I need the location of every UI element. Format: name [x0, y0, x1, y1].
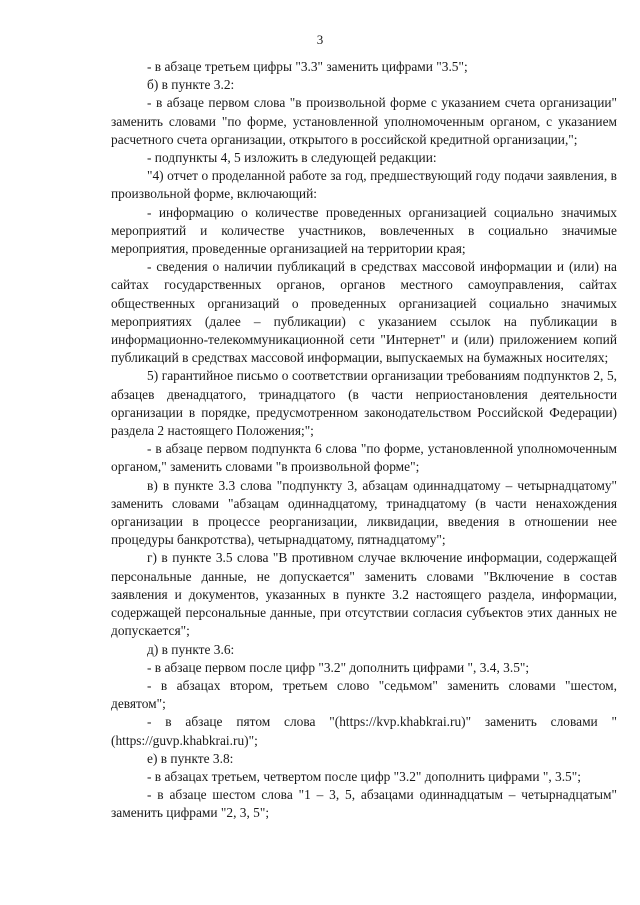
paragraph: - в абзацах третьем, четвертом после цифр "3.2" дополнить цифрами ", 3.5";	[147, 768, 581, 784]
paragraph: - подпункты 4, 5 изложить в следующей редакции:	[147, 150, 437, 166]
paragraph: - в абзаце первом после цифр "3.2" дополнить цифрами ", 3.4, 3.5";	[147, 659, 530, 675]
paragraph: в) в пункте 3.3 слова "подпункту 3, абзацам одиннадцатому – четырнадцатому" заменить словами "абзацам одиннадцатому, тринадцатому (в части ненахождения организации в процессе реорганизации, ликвидации, введения в отношении нее процедуры банкротства), четырнадцатому, пятнадцатому";	[111, 477, 617, 548]
paragraph: г) в пункте 3.5 слова "В противном случае включение информации, содержащей персональные данные, не допускается" заменить словами "Включение в состав заявления и документов, указанных в пункте 3.2 настоящего раздела, информации, содержащей персональные данные, при отсутствии согласия субъектов этих данных не допускается";	[111, 550, 617, 639]
paragraph: - информацию о количестве проведенных организацией социально значимых мероприятий и количестве участников, вовлеченных в социально значимые мероприятия, проведенные организацией на территории края;	[111, 204, 617, 257]
paragraph: 5) гарантийное письмо о соответствии организации требованиям подпунктов 2, 5, абзацев двенадцатого, тринадцатого (в части неприостановления деятельности организации в порядке, предусмотренном законодательством Российской Федерации) раздела 2 настоящего Положения;";	[111, 368, 617, 439]
paragraph: - в абзаце шестом слова "1 – 3, 5, абзацами одиннадцатым – четырнадцатым" заменить цифрами "2, 3, 5";	[111, 787, 617, 821]
paragraph: - в абзацах втором, третьем слово "седьмом" заменить словами "шестом, девятом";	[111, 677, 617, 712]
paragraph: "4) отчет о проделанной работе за год, предшествующий году подачи заявления, в произвольной форме, включающий:	[111, 168, 617, 202]
paragraph: - сведения о наличии публикаций в средствах массовой информации и (или) на сайтах государственных органов, органов местного самоуправления, сайтах общественных организаций о проведенных организацией социально значимых мероприятиях (далее – публикации) с указанием ссылок на публикации в информационно-телекоммуникационной сети "Интернет" и (или) приложением копий публикаций в средствах массовой информации, выпускаемых на бумажных носителях;	[111, 259, 617, 366]
paragraph: б) в пункте 3.2:	[147, 77, 235, 93]
paragraph: - в абзаце пятом слова "(https://kvp.khabkrai.ru)" заменить словами "(https://guvp.khabkrai.ru)";	[111, 714, 617, 748]
document-body	[111, 58, 617, 823]
paragraph: - в абзаце третьем цифры "3.3" заменить цифрами "3.5";	[147, 59, 468, 74]
paragraph: - в абзаце первом слова "в произвольной форме с указанием счета организации" заменить словами "по форме, установленной уполномоченным органом, с указанием расчетного счета организации, открытого в российской кредитной организации,";	[111, 95, 617, 147]
paragraph: е) в пункте 3.8:	[147, 750, 234, 766]
paragraph: - в абзаце первом подпункта 6 слова "по форме, установленной уполномоченным органом," заменить словами "в произвольной форме";	[111, 441, 617, 475]
paragraph: д) в пункте 3.6:	[147, 641, 235, 657]
page-number: 3	[316, 32, 324, 47]
